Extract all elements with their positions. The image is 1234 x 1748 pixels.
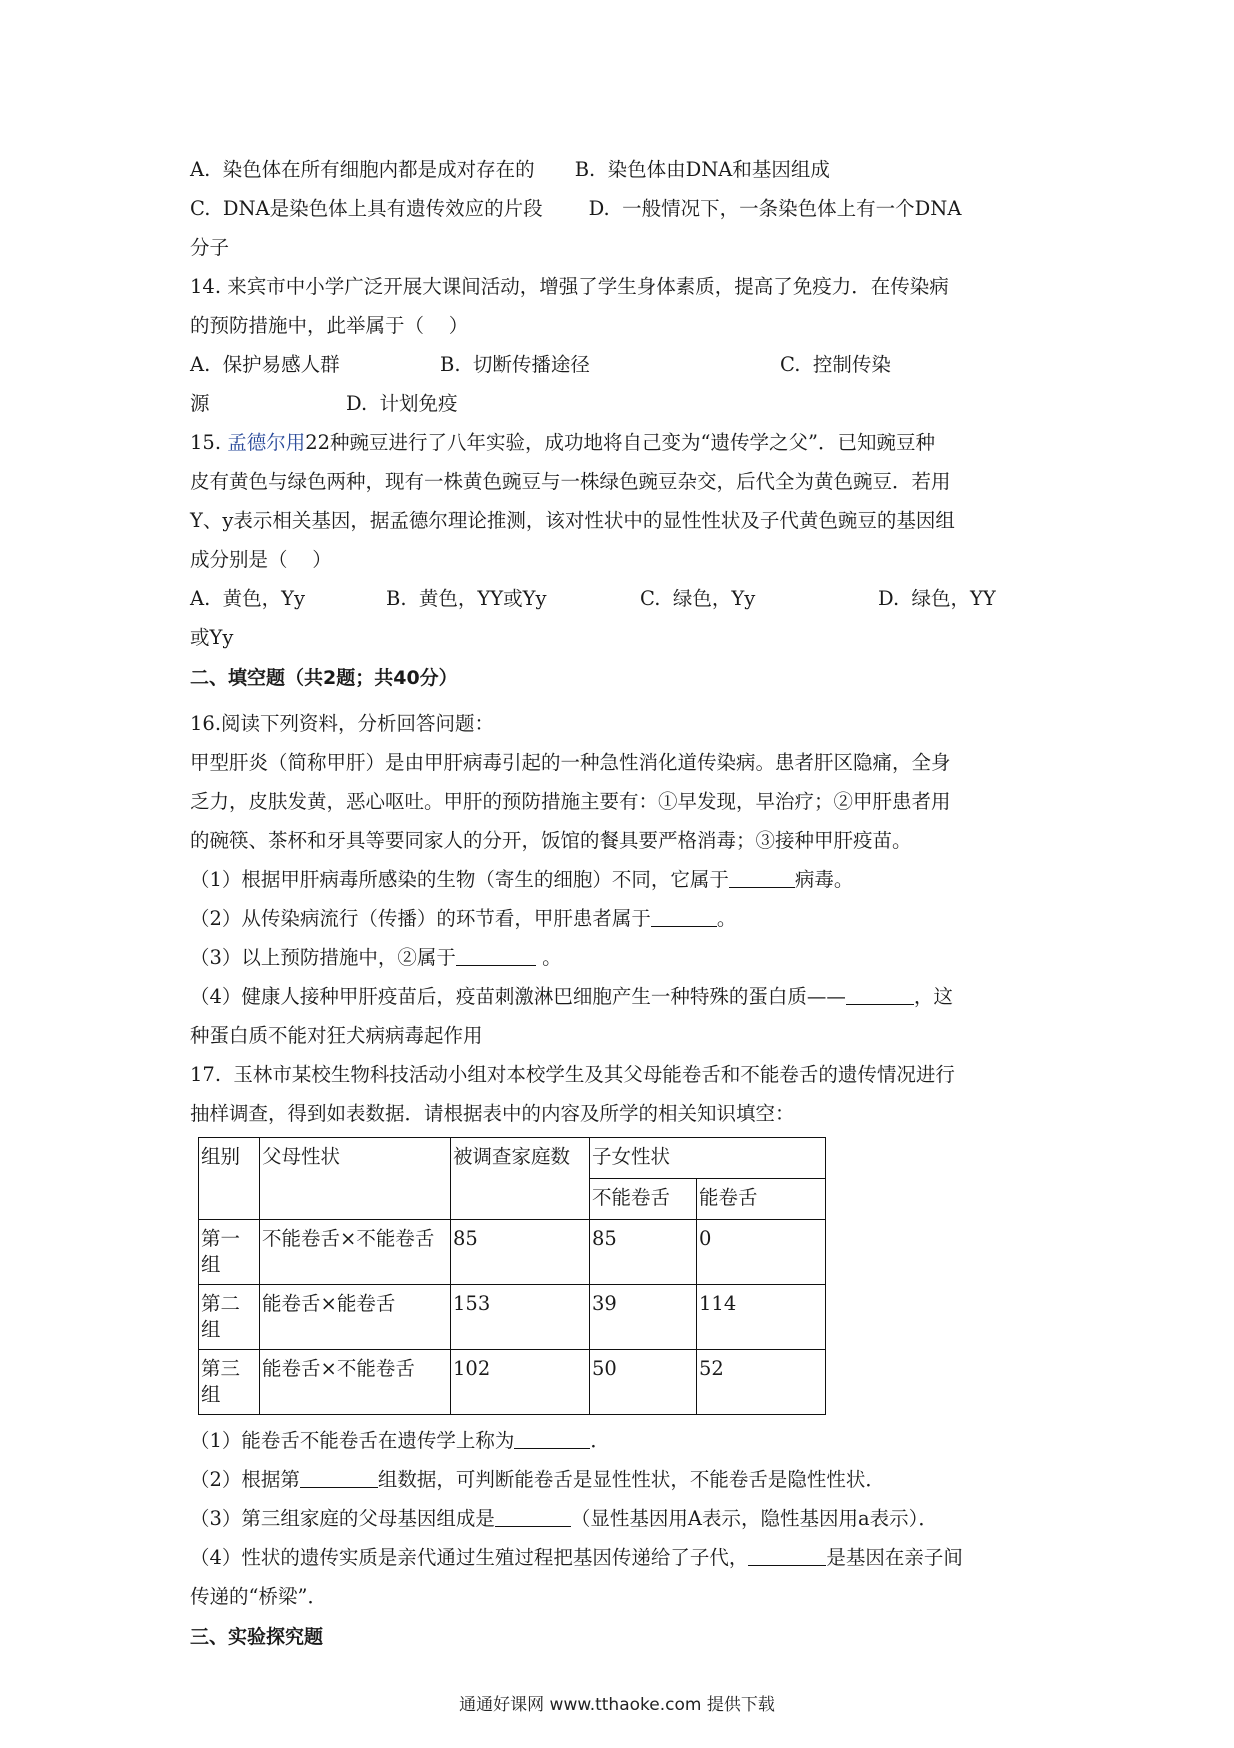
q17-sub-4: [190, 1538, 1060, 1577]
q13-line-2: [190, 189, 1060, 228]
q15-stem-2: 皮有黄色与绿色两种，现有一株黄色豌豆与一株绿色豌豆杂交，后代全为黄色豌豆．若用: [190, 470, 951, 493]
q16-sub-4-post: ，这: [913, 985, 953, 1008]
q17-sub-1: [190, 1421, 1060, 1460]
q13-option-c: C. DNA是染色体上具有遗传效应的片段: [190, 197, 543, 220]
cell-group: 第三组: [199, 1350, 260, 1415]
q14-options-line: [190, 345, 1060, 384]
q16-sub-4-cont: 种蛋白质不能对狂犬病病毒起作用: [190, 1024, 483, 1047]
q17-blank-4[interactable]: [748, 1543, 826, 1566]
q13-option-d-cont: 分子: [190, 236, 230, 259]
q16-sub-1: [190, 860, 1060, 899]
cell-parents: 不能卷舌×不能卷舌: [260, 1220, 451, 1285]
cell-families: 85: [451, 1220, 590, 1285]
q17-blank-3[interactable]: [495, 1504, 571, 1527]
cell-cannot-roll: 39: [590, 1285, 697, 1350]
worksheet-page: [190, 150, 1060, 1663]
cell-group: 第二组: [199, 1285, 260, 1350]
cell-cannot-roll: 50: [590, 1350, 697, 1415]
header-group: 组别: [199, 1138, 260, 1220]
q16-sub-3: [190, 938, 1060, 977]
header-children: 子女性状: [590, 1138, 826, 1179]
q17-sub-1-post: ．: [590, 1429, 610, 1452]
q16-sub-2-post: 。: [716, 907, 737, 930]
q17-sub-1-text: （1）能卷舌不能卷舌在遗传学上称为: [190, 1429, 515, 1452]
q16-sub-4: [190, 977, 1060, 1016]
q17-sub-3-post: （显性基因用A表示，隐性基因用a表示）．: [570, 1507, 938, 1530]
q15-option-d: D. 绿色，YY: [878, 587, 996, 610]
page-footer: 通通好课网 www.tthaoke.com 提供下载: [459, 1695, 775, 1715]
header-cannot-roll: 不能卷舌: [590, 1179, 697, 1220]
q14-option-d: D. 计划免疫: [346, 392, 458, 415]
cell-parents: 能卷舌×不能卷舌: [260, 1350, 451, 1415]
q13-line-1: [190, 150, 1060, 189]
q16-sub-4-text: （4）健康人接种甲肝疫苗后，疫苗刺激淋巴细胞产生一种特殊的蛋白质——: [190, 985, 846, 1008]
cell-can-roll: 0: [697, 1220, 826, 1285]
header-families: 被调查家庭数: [451, 1138, 590, 1220]
q14-stem-2: 的预防措施中，此举属于（ ）: [190, 314, 469, 337]
q15-options-line: [190, 579, 1060, 618]
q16-blank-4[interactable]: [846, 982, 914, 1005]
q13-option-b: B. 染色体由DNA和基因组成: [574, 158, 830, 181]
q17-sub-2-post: 组数据，可判断能卷舌是显性性状，不能卷舌是隐性性状．: [377, 1468, 885, 1491]
q14-stem-1: 14. 来宾市中小学广泛开展大课间活动，增强了学生身体素质，提高了免疫力．在传染病: [190, 275, 949, 298]
q14-option-b: B. 切断传播途径: [440, 353, 590, 376]
q16-sub-2-text: （2）从传染病流行（传播）的环节看，甲肝患者属于: [190, 907, 651, 930]
cell-families: 102: [451, 1350, 590, 1415]
q14-option-c: C. 控制传染: [780, 353, 891, 376]
q16-blank-3[interactable]: [456, 943, 536, 966]
cell-group: 第一组: [199, 1220, 260, 1285]
q15-stem-4: 成分别是（ ）: [190, 548, 332, 571]
mendel-link[interactable]: 孟德尔用: [227, 431, 306, 454]
q16-sub-3-text: （3）以上预防措施中，②属于: [190, 946, 456, 969]
q13-option-d: D. 一般情况下，一条染色体上有一个DNA: [588, 197, 962, 220]
q15-stem-1: [190, 423, 1060, 462]
q16-stem: 16.阅读下列资料，分析回答问题：: [190, 712, 495, 735]
cell-can-roll: 52: [697, 1350, 826, 1415]
cell-parents: 能卷舌×能卷舌: [260, 1285, 451, 1350]
survey-table: [198, 1137, 826, 1415]
q15-option-a: A. 黄色，Yy: [190, 587, 306, 610]
q17-sub-4-cont: 传递的“桥梁”．: [190, 1585, 327, 1608]
q16-sub-1-post: 病毒。: [794, 868, 854, 891]
q17-stem-1: 17. 玉林市某校生物科技活动小组对本校学生及其父母能卷舌和不能卷舌的遗传情况进行: [190, 1063, 955, 1086]
cell-families: 153: [451, 1285, 590, 1350]
q17-sub-2: [190, 1460, 1060, 1499]
q16-passage-1: 甲型肝炎（简称甲肝）是由甲肝病毒引起的一种急性消化道传染病。患者肝区隐痛，全身: [190, 751, 951, 774]
q13-option-a: A. 染色体在所有细胞内都是成对存在的: [190, 158, 535, 181]
q15-number: 15.: [190, 431, 228, 454]
q14-option-c-cont: 源: [190, 392, 210, 415]
q17-sub-3: [190, 1499, 1060, 1538]
q17-sub-3-text: （3）第三组家庭的父母基因组成是: [190, 1507, 495, 1530]
q17-sub-2-text: （2）根据第: [190, 1468, 300, 1491]
q15-option-c: C. 绿色，Yy: [640, 587, 756, 610]
q14-options-line-2: [190, 384, 1060, 423]
q16-sub-1-text: （1）根据甲肝病毒所感染的生物（寄生的细胞）不同，它属于: [190, 868, 729, 891]
q16-passage-2: 乏力，皮肤发黄，恶心呕吐。甲肝的预防措施主要有：①早发现，早治疗；②甲肝患者用: [190, 790, 951, 813]
q16-sub-2: [190, 899, 1060, 938]
q17-blank-2[interactable]: [300, 1465, 378, 1488]
q15-stem-1-rest: 22种豌豆进行了八年实验，成功地将自己变为“遗传学之父”．已知豌豆种: [305, 431, 935, 454]
q16-sub-3-post: 。: [535, 946, 562, 969]
q17-blank-1[interactable]: [514, 1426, 590, 1449]
table-row: [199, 1220, 826, 1285]
q17-sub-4-text: （4）性状的遗传实质是亲代通过生殖过程把基因传递给了子代，: [190, 1546, 749, 1569]
section-3-title: 三、实验探究题: [190, 1626, 324, 1648]
q16-blank-1[interactable]: [729, 865, 795, 888]
q16-blank-2[interactable]: [651, 904, 717, 927]
q17-stem-2: 抽样调查，得到如表数据．请根据表中的内容及所学的相关知识填空：: [190, 1102, 795, 1125]
cell-can-roll: 114: [697, 1285, 826, 1350]
section-2-title: 二、填空题（共2题；共40分）: [190, 667, 458, 689]
q15-option-b: B. 黄色，YY或Yy: [386, 587, 547, 610]
q15-option-d-cont: 或Yy: [190, 626, 234, 649]
header-parents: 父母性状: [260, 1138, 451, 1220]
q16-passage-3: 的碗筷、茶杯和牙具等要同家人的分开，饭馆的餐具要严格消毒；③接种甲肝疫苗。: [190, 829, 912, 852]
table-row: [199, 1350, 826, 1415]
cell-cannot-roll: 85: [590, 1220, 697, 1285]
header-can-roll: 能卷舌: [697, 1179, 826, 1220]
q15-stem-3: Y、y表示相关基因，据孟德尔理论推测，该对性状中的显性性状及子代黄色豌豆的基因组: [190, 509, 955, 532]
q17-sub-4-post: 是基因在亲子间: [826, 1546, 963, 1569]
table-row: [199, 1285, 826, 1350]
q14-option-a: A. 保护易感人群: [190, 353, 340, 376]
